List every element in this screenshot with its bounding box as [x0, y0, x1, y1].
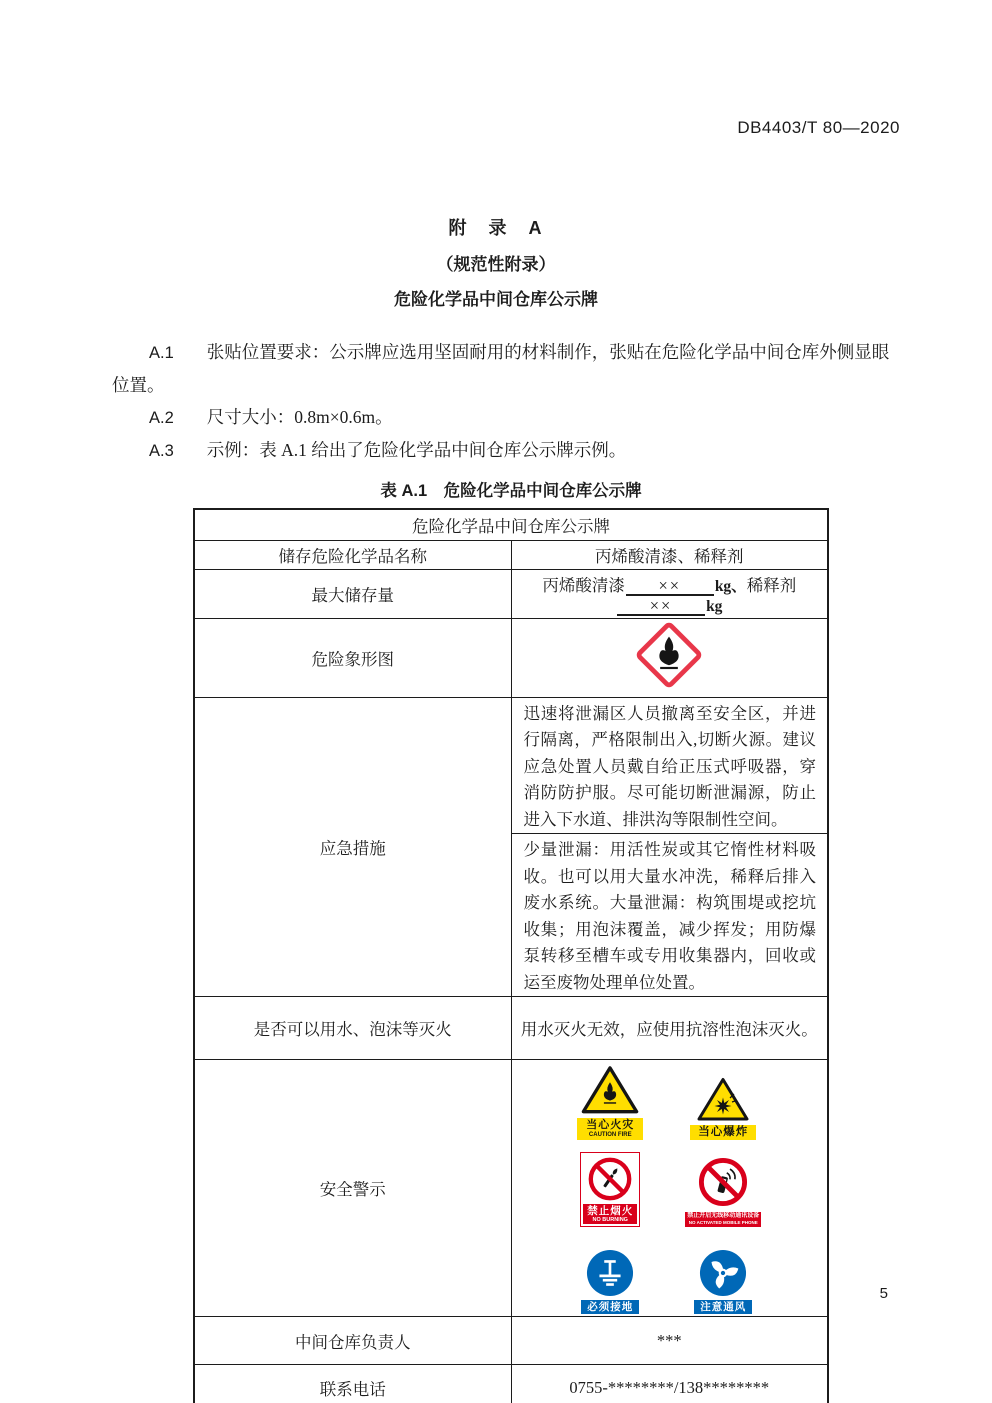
table-row [194, 697, 828, 834]
item2-quantity-blank: ×× [617, 597, 705, 616]
clause-a1 [112, 336, 900, 401]
table-row [194, 569, 828, 618]
chemical-name-label: 储存危险化学品名称 [194, 540, 511, 569]
pictogram-label: 危险象形图 [194, 618, 511, 697]
sign-no-burning [577, 1149, 643, 1227]
sign-must-ground [577, 1236, 643, 1314]
clause-text: 示例：表 A.1 给出了危险化学品中间仓库公示牌示例。 [206, 440, 627, 460]
sign-label-plate [577, 1118, 643, 1140]
clause-a2 [112, 401, 900, 434]
sign-label-plate [581, 1300, 639, 1314]
notice-board-table [193, 508, 829, 1403]
page-number: 5 [879, 1285, 888, 1302]
no-burning-icon [586, 1155, 634, 1203]
sign-label-plate [583, 1204, 637, 1224]
manager-value: *** [511, 1317, 828, 1365]
manager-label: 中间仓库负责人 [194, 1317, 511, 1365]
sign-label-en: NO ACTIVATED MOBILE PHONE [688, 1220, 758, 1226]
table-row [194, 509, 828, 540]
sign-label-cn: 注意通风 [700, 1300, 747, 1313]
sign-label-cn: 必须接地 [587, 1300, 634, 1313]
phone-value: 0755-********/138******** [511, 1365, 828, 1403]
emergency-label: 应急措施 [194, 697, 511, 997]
clause-number: A.1 [149, 344, 174, 362]
clause-number: A.2 [149, 409, 174, 427]
clause-text: 尺寸大小：0.8m×0.6m。 [206, 407, 393, 427]
table-row [194, 1317, 828, 1365]
safety-signs-label: 安全警示 [194, 1060, 511, 1317]
table-title-cell: 危险化学品中间仓库公示牌 [194, 509, 828, 540]
sign-caution-explosion [685, 1062, 761, 1140]
caution-fire-icon [581, 1064, 639, 1115]
appendix-subtitle: （规范性附录） [436, 255, 556, 274]
must-ground-icon [586, 1249, 634, 1297]
extinguishing-label: 是否可以用水、泡沫等灭火 [194, 997, 511, 1060]
table-row [194, 997, 828, 1060]
max-storage-label: 最大储存量 [194, 569, 511, 618]
emergency-leakage-text: 少量泄漏：用活性炭或其它惰性材料吸收。也可以用大量水冲洗，稀释后排入废水系统。大量泄漏：构筑围堤或挖坑收集；用泡沫覆盖，减少挥发；用防爆泵转移至槽车或专用收集器内，回收或运至废物处理单位处置。 [511, 834, 828, 997]
no-burning-panel [580, 1152, 640, 1227]
appendix-title: 附 录 A [448, 218, 544, 238]
no-mobile-phone-icon [696, 1155, 750, 1209]
safety-signs-cell [511, 1060, 828, 1317]
item1-unit: kg、 [714, 577, 747, 595]
appendix-heading: 危险化学品中间仓库公示牌 [394, 290, 598, 309]
extinguishing-value: 用水灭火无效，应使用抗溶性泡沫灭火。 [511, 997, 828, 1060]
sign-label-plate [690, 1125, 756, 1140]
safety-signs-grid [520, 1062, 820, 1314]
chemical-name-value: 丙烯酸清漆、稀释剂 [511, 540, 828, 569]
max-storage-value [511, 569, 828, 618]
sign-caution-fire [577, 1062, 643, 1140]
clause-number: A.3 [149, 442, 174, 460]
sign-label-cn: 当心火灾 [586, 1119, 635, 1132]
emergency-immediate-text: 迅速将泄漏区人员撤离至安全区，并进行隔离，严格限制出入,切断火源。建议应急处置人员戴自给正压式呼吸器，穿消防防护服。尽可能切断泄漏源，防止进入下水道、排洪沟等限制性空间。 [511, 697, 828, 834]
sign-label-plate [694, 1300, 752, 1314]
phone-label: 联系电话 [194, 1365, 511, 1403]
sign-label-cn: 当心爆炸 [698, 1125, 749, 1138]
sign-label-cn: 禁止开启无线移动通讯设备 [687, 1213, 760, 1220]
caution-explosion-icon [697, 1076, 749, 1122]
clause-a3 [112, 434, 900, 467]
sign-no-mobile-phone [685, 1149, 761, 1227]
table-caption: 表 A.1 危险化学品中间仓库公示牌 [380, 482, 642, 500]
pictogram-cell [511, 618, 828, 697]
appendix-titles [0, 0, 992, 310]
clause-text: 张贴位置要求：公示牌应选用坚固耐用的材料制作，张贴在危险化学品中间仓库外侧显眼位置。 [112, 342, 890, 395]
sign-label-cn: 禁止烟火 [587, 1204, 634, 1217]
ghs-flammable-icon [635, 621, 703, 689]
item2-unit: kg [706, 597, 723, 615]
sign-label-plate [685, 1212, 761, 1227]
sign-label-en: NO BURNING [592, 1216, 628, 1223]
item1-quantity-blank: ×× [626, 577, 714, 596]
standard-code: DB4403/T 80—2020 [737, 118, 900, 137]
clauses [112, 336, 900, 467]
table-row [194, 618, 828, 697]
ventilation-icon [699, 1249, 747, 1297]
table-row [194, 540, 828, 569]
table-row [194, 1365, 828, 1403]
item1-name: 丙烯酸清漆 [542, 575, 625, 595]
item2-name: 稀释剂 [746, 575, 797, 595]
table-row [194, 1060, 828, 1317]
sign-label-en: CAUTION FIRE [588, 1132, 632, 1139]
sign-attention-ventilation [685, 1236, 761, 1314]
